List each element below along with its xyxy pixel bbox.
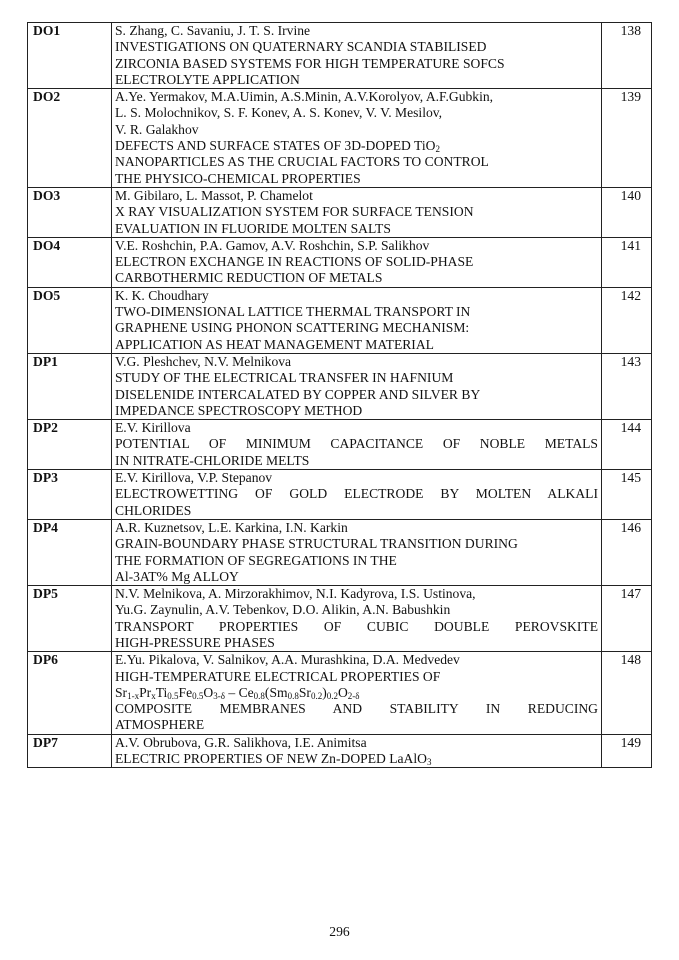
toc-row (28, 287, 652, 353)
entry-authors: L. S. Molochnikov, S. F. Konev, A. S. Konev, V. V. Mesilov, (115, 105, 443, 121)
formula-part: Ce (238, 684, 254, 700)
entry-title (115, 751, 598, 767)
subscript: 3-δ (213, 690, 225, 701)
subscript: 2-δ (347, 690, 360, 701)
formula-part: ) (322, 684, 327, 700)
formula-part: (Sm (264, 684, 288, 700)
entry-body (112, 470, 602, 520)
entry-title: HIGH-TEMPERATURE ELECTRICAL PROPERTIES OF (115, 668, 441, 684)
formula-line (115, 685, 598, 701)
entry-page: 144 (602, 420, 652, 470)
page-number: 296 (329, 924, 350, 939)
entry-body (112, 652, 602, 734)
subscript: x (151, 690, 156, 701)
entry-page: 147 (602, 586, 652, 652)
entry-code: DP6 (28, 652, 112, 734)
entry-title: IMPEDANCE SPECTROSCOPY METHOD (115, 402, 363, 418)
entry-page: 149 (602, 734, 652, 768)
entry-page: 139 (602, 89, 652, 188)
toc-row (28, 353, 652, 419)
toc-row (28, 734, 652, 768)
title-text: ELECTRIC PROPERTIES OF NEW Zn-DOPED LaAlO (115, 751, 427, 767)
entry-authors: E.V. Kirillova, V.P. Stepanov (115, 470, 273, 486)
formula-part: O (203, 684, 214, 700)
entry-title: INVESTIGATIONS ON QUATERNARY SCANDIA STABILISED (115, 39, 487, 55)
entry-code: DP5 (28, 586, 112, 652)
toc-row (28, 652, 652, 734)
entry-page: 143 (602, 353, 652, 419)
entry-authors: E.V. Kirillova (115, 420, 191, 436)
entry-title: COMPOSITE MEMBRANES AND STABILITY IN REDUCING (115, 701, 598, 717)
entry-title: ELECTRON EXCHANGE IN REACTIONS OF SOLID-PHASE (115, 254, 474, 270)
entry-authors: M. Gibilaro, L. Massot, P. Chamelot (115, 187, 313, 203)
entry-title: ELECTROLYTE APPLICATION (115, 71, 300, 87)
subscript: 2 (435, 144, 440, 155)
entry-body (112, 89, 602, 188)
entry-title: STUDY OF THE ELECTRICAL TRANSFER IN HAFNIUM (115, 370, 454, 386)
entry-code: DP4 (28, 519, 112, 585)
contents-table (27, 22, 652, 768)
entry-title: X RAY VISUALIZATION SYSTEM FOR SURFACE TENSION (115, 204, 474, 220)
entry-title: IN NITRATE-CHLORIDE MELTS (115, 452, 310, 468)
formula-part: Sr (298, 684, 311, 700)
entry-title: THE FORMATION OF SEGREGATIONS IN THE (115, 552, 397, 568)
entry-body (112, 734, 602, 768)
entry-page: 145 (602, 470, 652, 520)
entry-page: 138 (602, 23, 652, 89)
entry-title: THE PHYSICO-CHEMICAL PROPERTIES (115, 170, 361, 186)
entry-title: ATMOSPHERE (115, 717, 205, 733)
entry-body (112, 353, 602, 419)
entry-authors: N.V. Melnikova, A. Mirzorakhimov, N.I. Kadyrova, I.S. Ustinova, (115, 586, 476, 602)
formula-part: Fe (178, 684, 193, 700)
entry-body (112, 287, 602, 353)
subscript: 0.2 (310, 690, 323, 701)
entry-code: DP2 (28, 420, 112, 470)
entry-title: DISELENIDE INTERCALATED BY COPPER AND SILVER BY (115, 386, 481, 402)
entry-body (112, 586, 602, 652)
entry-authors: K. K. Choudhary (115, 287, 209, 303)
entry-body (112, 519, 602, 585)
entry-body (112, 187, 602, 237)
entry-page: 141 (602, 237, 652, 287)
entry-title: ELECTROWETTING OF GOLD ELECTRODE BY MOLTEN ALKALI (115, 486, 598, 502)
subscript: 0.5 (192, 690, 204, 701)
subscript: 0.5 (167, 690, 179, 701)
entry-authors: S. Zhang, C. Savaniu, J. T. S. Irvine (115, 23, 311, 38)
entry-code: DO5 (28, 287, 112, 353)
entry-page: 140 (602, 187, 652, 237)
entry-title: APPLICATION AS HEAT MANAGEMENT MATERIAL (115, 336, 434, 352)
entry-title: GRAIN-BOUNDARY PHASE STRUCTURAL TRANSITION DURING (115, 536, 518, 552)
entry-page: 148 (602, 652, 652, 734)
entry-page: 146 (602, 519, 652, 585)
toc-row (28, 237, 652, 287)
toc-row (28, 470, 652, 520)
entry-code: DP3 (28, 470, 112, 520)
entry-code: DO2 (28, 89, 112, 188)
subscript: 3 (426, 757, 432, 768)
formula-part: Ti (155, 684, 168, 700)
entry-body (112, 420, 602, 470)
formula-part: O (337, 684, 348, 700)
entry-authors: A.R. Kuznetsov, L.E. Karkina, I.N. Karkin (115, 519, 348, 535)
entry-authors: A.V. Obrubova, G.R. Salikhova, I.E. Animitsa (115, 734, 367, 750)
entry-code: DP7 (28, 734, 112, 768)
entry-title: TWO-DIMENSIONAL LATTICE THERMAL TRANSPORT IN (115, 304, 471, 320)
entry-authors: V.E. Roshchin, P.A. Gamov, A.V. Roshchin, S.P. Salikhov (115, 237, 430, 253)
entry-title: GRAPHENE USING PHONON SCATTERING MECHANISM: (115, 320, 470, 336)
toc-row (28, 519, 652, 585)
toc-row (28, 586, 652, 652)
entry-body (112, 237, 602, 287)
entry-title: CARBOTHERMIC REDUCTION OF METALS (115, 270, 383, 286)
toc-row (28, 420, 652, 470)
title-text: DEFECTS AND SURFACE STATES OF 3D-DOPED TiO (115, 138, 436, 154)
formula-part: – (224, 684, 239, 700)
toc-row (28, 187, 652, 237)
entry-title (115, 138, 598, 154)
entry-title: HIGH-PRESSURE PHASES (115, 634, 275, 650)
entry-authors: V.G. Pleshchev, N.V. Melnikova (115, 353, 292, 369)
entry-title: POTENTIAL OF MINIMUM CAPACITANCE OF NOBLE METALS (115, 436, 598, 452)
entry-title: CHLORIDES (115, 502, 192, 518)
toc-row (28, 23, 652, 89)
entry-authors: Yu.G. Zaynulin, A.V. Tebenkov, D.O. Alikin, A.N. Babushkin (115, 602, 451, 618)
subscript: 0.2 (326, 690, 338, 701)
subscript: 1-x (127, 690, 140, 701)
entry-code: DO1 (28, 23, 112, 89)
formula-part: Pr (139, 684, 152, 700)
entry-title: ZIRCONIA BASED SYSTEMS FOR HIGH TEMPERATURE SOFCS (115, 55, 505, 71)
subscript: 0.8 (253, 690, 265, 701)
entry-body (112, 23, 602, 89)
entry-authors: V. R. Galakhov (115, 121, 199, 137)
entry-title: TRANSPORT PROPERTIES OF CUBIC DOUBLE PEROVSKITE (115, 618, 598, 634)
subscript: 0.8 (287, 690, 299, 701)
entry-authors: A.Ye. Yermakov, M.A.Uimin, A.S.Minin, A.V.Korolyov, A.F.Gubkin, (115, 89, 494, 105)
toc-row (28, 89, 652, 188)
entry-title: Al-3AT% Mg ALLOY (115, 568, 239, 584)
entry-page: 142 (602, 287, 652, 353)
entry-authors: E.Yu. Pikalova, V. Salnikov, A.A. Murashkina, D.A. Medvedev (115, 652, 460, 668)
entry-code: DO4 (28, 237, 112, 287)
entry-code: DO3 (28, 187, 112, 237)
entry-title: NANOPARTICLES AS THE CRUCIAL FACTORS TO CONTROL (115, 154, 489, 170)
entry-code: DP1 (28, 353, 112, 419)
entry-title: EVALUATION IN FLUORIDE MOLTEN SALTS (115, 220, 391, 236)
formula-part: Sr (115, 684, 128, 700)
